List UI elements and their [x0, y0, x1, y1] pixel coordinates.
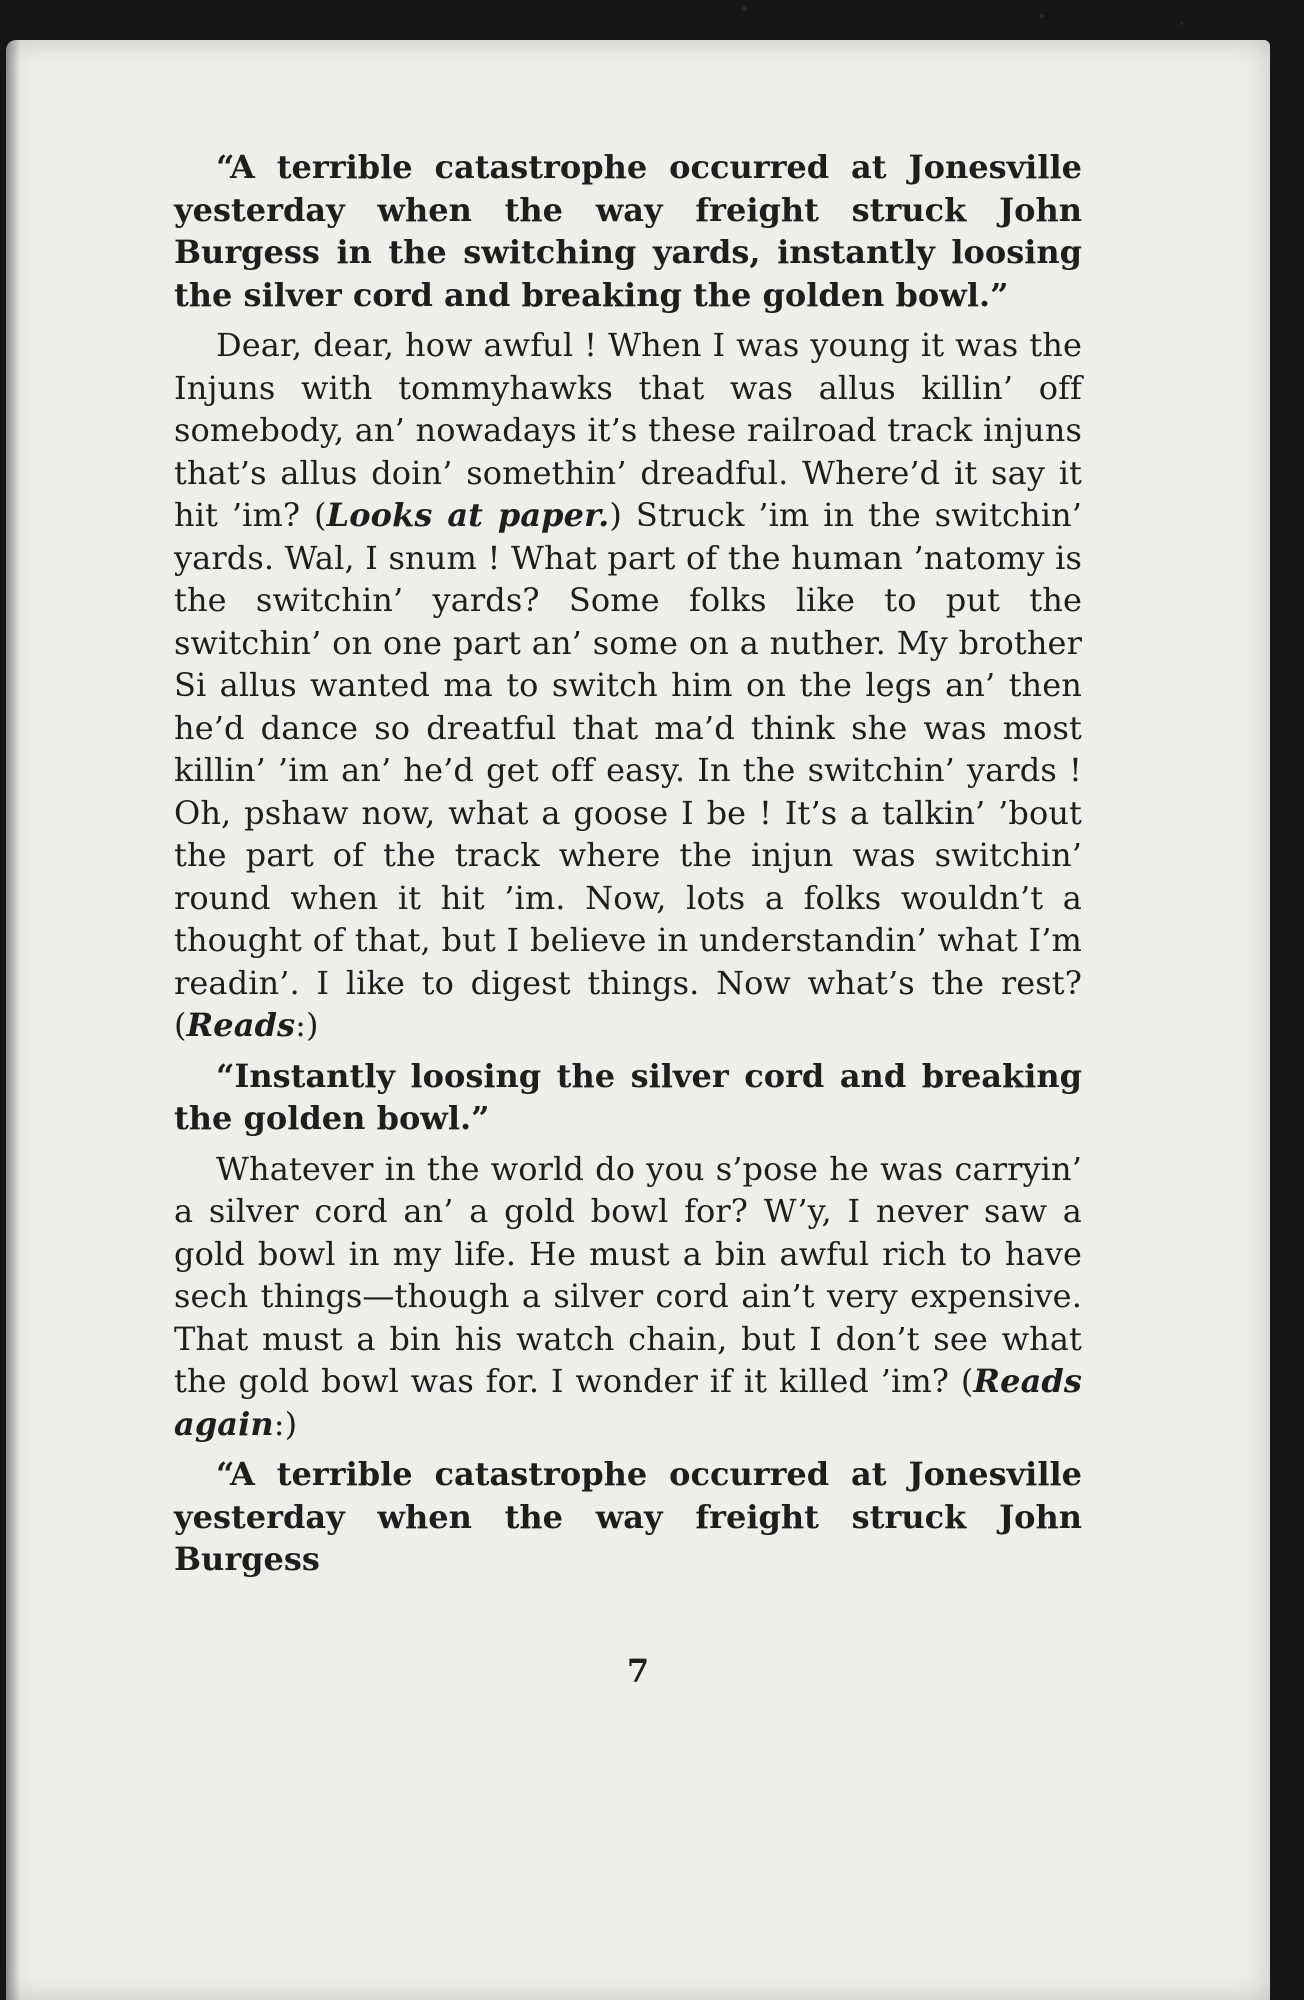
page-number: 7 [626, 1652, 650, 1690]
dust-speck [742, 6, 747, 11]
text-run: Whatever in the world do you s’pose he was carryin’ a silver cord an’ a gold bowl for? W’y, I never saw a gold bowl in my life. He must a bin awful rich to have sech things—though a silver cord ain’t very expensive. That must a bin his watch chain, but I don’t see what the gold bowl was for. I wonder if it killed ’im? ( [174, 1149, 1082, 1400]
text-run: “A terrible catastrophe occurred at Jonesville yesterday when the way freight struck John Burgess [174, 1455, 1082, 1578]
stage-direction: Reads [186, 1006, 296, 1044]
dust-speck [1040, 14, 1044, 18]
text-run: “A terrible catastrophe occurred at Jonesville yesterday when the way freight struck John Burgess in the switching yards, instantly loosing the silver cord and breaking the golden bowl.” [174, 148, 1082, 314]
paragraph [174, 146, 1082, 316]
text-run: Dear, dear, how awful ! When I was young it was the Injuns with tommyhawks that was allus killin’ off somebody, an’ nowadays it’s these railroad track injuns that’s allus doin’ somethin’ dreadful. Where’d it say it hit ’im? ( [174, 326, 1082, 534]
dust-speck [1180, 22, 1183, 25]
text-run: :) [273, 1404, 298, 1443]
book-page [6, 40, 1270, 2000]
stage-direction: Reads again [174, 1362, 1082, 1443]
paragraph [174, 1055, 1082, 1140]
text-run: “Instantly loosing the silver cord and breaking the golden bowl.” [174, 1056, 1082, 1137]
paragraph [174, 1148, 1082, 1446]
paragraph [174, 1453, 1082, 1581]
body-text [174, 146, 1082, 1589]
text-run: :) [295, 1006, 319, 1044]
text-run: ) Struck ’im in the switchin’ yards. Wal, I snum ! What part of the human ’natomy is the switchin’ yards? Some folks like to put the switchin’ on one part an’ some on a nuther. My brother Si allus wanted ma to switch him on the legs an’ then he’d dance so dreatful that ma’d think she was most killin’ ’im an’ he’d get off easy. In the switchin’ yards ! Oh, pshaw now, what a goose I be ! It’s a talkin’ ’bout the part of the track where the injun was switchin’ round when it hit ’im. Now, lots a folks wouldn’t a thought of that, but I believe in understandin’ what I’m readin’. I like to digest things. Now what’s the rest? ( [174, 496, 1083, 1044]
stage-direction: Looks at paper. [326, 496, 610, 534]
paragraph [174, 324, 1082, 1047]
